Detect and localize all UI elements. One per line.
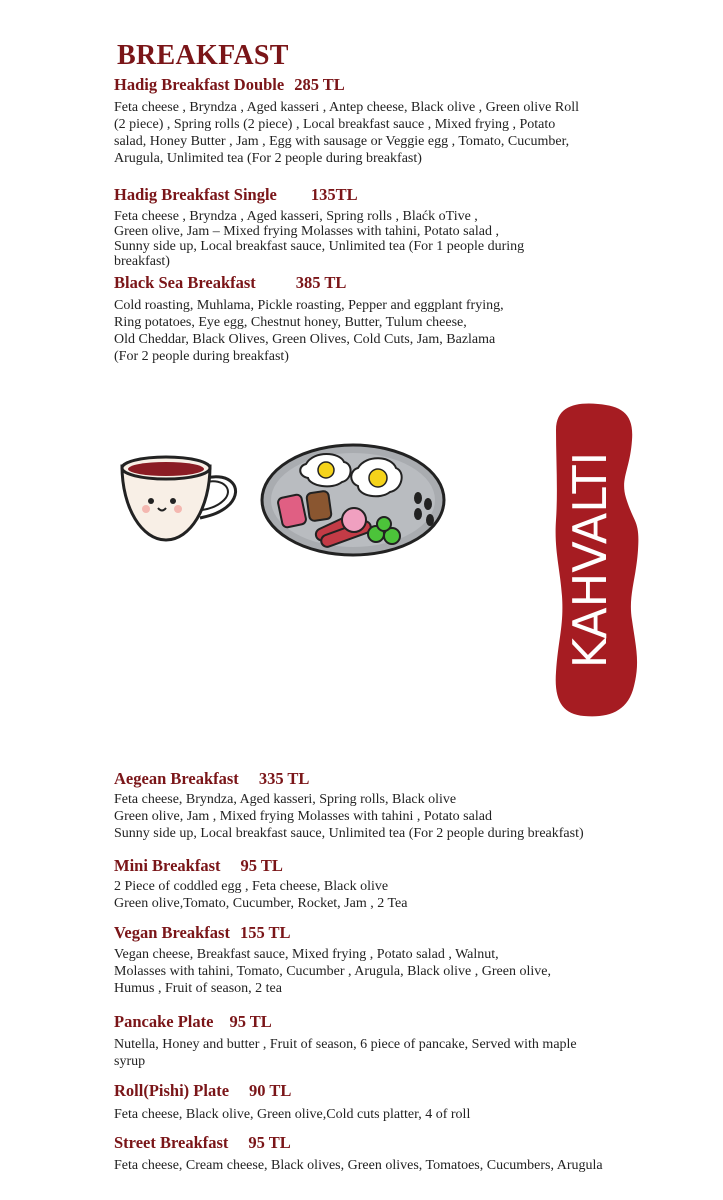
- description-line: Sunny side up, Local breakfast sauce, Unlimited tea (For 2 people during breakfast): [114, 826, 584, 841]
- description-line: (2 piece) , Spring rolls (2 piece) , Local breakfast sauce , Mixed frying , Potato: [114, 117, 556, 132]
- item-description: [114, 1157, 714, 1174]
- item-name: Hadig Breakfast Single: [114, 185, 277, 204]
- description-line: Nutella, Honey and butter , Fruit of season, 6 piece of pancake, Served with maple: [114, 1037, 577, 1052]
- description-line: 2 Piece of coddled egg , Feta cheese, Black olive: [114, 879, 389, 894]
- item-name: Hadig Breakfast Double: [114, 75, 285, 94]
- item-price: 385 TL: [295, 273, 347, 292]
- description-line: salad, Honey Butter , Jam , Egg with sausage or Veggie egg , Tomato, Cucumber,: [114, 134, 570, 149]
- page-title: BREAKFAST: [117, 40, 289, 71]
- item-price: 285 TL: [294, 75, 345, 94]
- description-line: Vegan cheese, Breakfast sauce, Mixed frying , Potato salad , Walnut,: [114, 947, 499, 962]
- item-description: [114, 878, 714, 912]
- description-line: Feta cheese, Black olive, Green olive,Cold cuts platter, 4 of roll: [114, 1107, 471, 1122]
- description-line: Feta cheese, Bryndza, Aged kasseri, Spring rolls, Black olive: [114, 792, 457, 807]
- item-description: [114, 99, 714, 167]
- description-line: Molasses with tahini, Tomato, Cucumber , Arugula, Black olive , Green olive,: [114, 964, 551, 979]
- description-line: Feta cheese, Cream cheese, Black olives, Green olives, Tomatoes, Cucumbers, Arugula: [114, 1158, 603, 1173]
- description-line: Green olive, Jam , Mixed frying Molasses with tahini , Potato salad: [114, 809, 492, 824]
- menu-item-hadig-single: [114, 185, 714, 269]
- description-line: Ring potatoes, Eye egg, Chestnut honey, Butter, Tulum cheese,: [114, 315, 467, 330]
- badge-label: KAHVALTI: [563, 451, 617, 669]
- kahvalti-badge: [550, 400, 645, 720]
- description-line: Green olive, Jam – Mixed frying Molasses with tahini, Potato salad ,: [114, 224, 499, 239]
- breakfast-plate-icon: [258, 440, 448, 560]
- description-line: Feta cheese , Bryndza , Aged kasseri , Antep cheese, Black olive , Green olive Roll: [114, 100, 579, 115]
- item-description: [114, 946, 714, 997]
- menu-item-vegan: [114, 923, 714, 997]
- item-price: 135TL: [310, 185, 358, 204]
- item-price: 90 TL: [249, 1081, 292, 1100]
- menu-item-aegean: [114, 769, 714, 842]
- description-line: Cold roasting, Muhlama, Pickle roasting, Pepper and eggplant frying,: [114, 298, 504, 313]
- description-line: breakfast): [114, 254, 170, 269]
- tea-cup-icon: [118, 448, 243, 548]
- item-name: Vegan Breakfast: [114, 923, 230, 942]
- item-name: Black Sea Breakfast: [114, 273, 256, 292]
- description-line: (For 2 people during breakfast): [114, 349, 289, 364]
- item-name: Street Breakfast: [114, 1133, 229, 1152]
- description-line: Green olive,Tomato, Cucumber, Rocket, Jam , 2 Tea: [114, 896, 408, 911]
- item-price: 335 TL: [258, 769, 310, 788]
- item-description: [114, 209, 714, 269]
- menu-item-mini: [114, 856, 714, 912]
- description-line: Arugula, Unlimited tea (For 2 people during breakfast): [114, 151, 422, 166]
- item-name: Pancake Plate: [114, 1012, 214, 1031]
- item-name: Roll(Pishi) Plate: [114, 1081, 230, 1100]
- item-description: [114, 1036, 714, 1070]
- menu-item-black-sea: [114, 273, 714, 365]
- item-description: [114, 1106, 714, 1123]
- item-description: [114, 791, 714, 842]
- description-line: Old Cheddar, Black Olives, Green Olives, Cold Cuts, Jam, Bazlama: [114, 332, 496, 347]
- menu-item-pancake: [114, 1012, 714, 1070]
- item-price: 95 TL: [229, 1012, 272, 1031]
- menu-item-hadig-double: [114, 75, 714, 167]
- item-price: 95 TL: [248, 1133, 291, 1152]
- description-line: Humus , Fruit of season, 2 tea: [114, 981, 282, 996]
- item-price: 155 TL: [239, 923, 291, 942]
- item-name: Aegean Breakfast: [114, 769, 239, 788]
- description-line: syrup: [114, 1054, 146, 1069]
- item-description: [114, 297, 714, 365]
- item-name: Mini Breakfast: [114, 856, 221, 875]
- item-price: 95 TL: [240, 856, 283, 875]
- description-line: Sunny side up, Local breakfast sauce, Unlimited tea (For 1 people during: [114, 239, 525, 254]
- menu-item-street: [114, 1133, 714, 1174]
- menu-item-roll-pishi: [114, 1081, 714, 1123]
- description-line: Feta cheese , Bryndza , Aged kasseri, Spring rolls , Blaćk oTive ,: [114, 209, 478, 224]
